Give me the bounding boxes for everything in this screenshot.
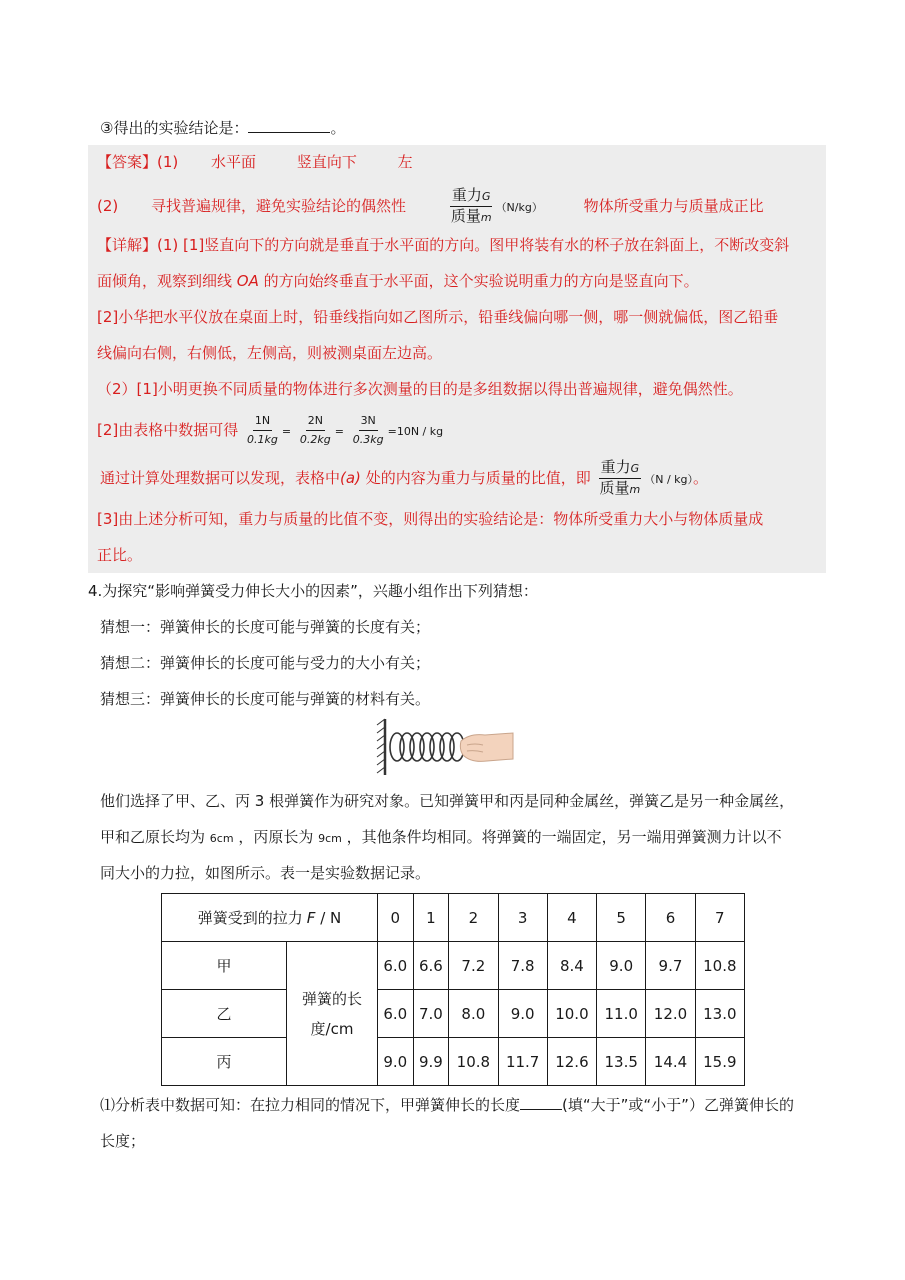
detail-line-3: [2]小华把水平仪放在桌面上时，铅垂线指向如乙图所示，铅垂线偏向哪一侧，哪一侧就偏低，图乙铅垂 bbox=[97, 308, 779, 326]
force-cell: 5 bbox=[597, 894, 646, 942]
table-cell: 9.7 bbox=[646, 942, 695, 990]
row-label: 甲 bbox=[162, 942, 287, 990]
table-cell: 10.8 bbox=[695, 942, 744, 990]
gravity-mass-fraction-2: $\frac{\text{重力G}}{\text{质量m}}$ bbox=[599, 458, 641, 497]
answer-blank[interactable] bbox=[520, 1109, 562, 1110]
spring-coil-icon bbox=[390, 733, 464, 761]
table-cell: 12.0 bbox=[646, 990, 695, 1038]
force-cell: 1 bbox=[413, 894, 449, 942]
force-cell: 4 bbox=[547, 894, 596, 942]
detail-line-1: 【详解】(1) [1]竖直向下的方向就是垂直于水平面的方向。图甲将装有水的杯子放在斜面上，不断改变斜 bbox=[97, 236, 790, 254]
force-cell: 6 bbox=[646, 894, 695, 942]
wall-icon bbox=[377, 719, 385, 775]
ratio-fraction-3: $\frac{3N}{0.3kg}$ bbox=[352, 414, 384, 446]
answer-label: 【答案】 bbox=[97, 153, 158, 171]
spring-data-table bbox=[161, 893, 745, 1086]
table-cell: 8.0 bbox=[449, 990, 498, 1038]
q3-conclusion: ③得出的实验结论是： 。 bbox=[100, 119, 346, 137]
table-header-row bbox=[162, 894, 745, 942]
table-cell: 15.9 bbox=[695, 1038, 744, 1086]
table-cell: 9.0 bbox=[498, 990, 547, 1038]
table-cell: 7.8 bbox=[498, 942, 547, 990]
detail-line-2: 面倾角，观察到细线 OA 的方向始终垂直于水平面，这个实验说明重力的方向是竖直向下。 bbox=[97, 272, 699, 290]
table-cell: 10.0 bbox=[547, 990, 596, 1038]
table-cell: 7.2 bbox=[449, 942, 498, 990]
force-cell: 0 bbox=[378, 894, 414, 942]
guess-3: 猜想三：弹簧伸长的长度可能与弹簧的材料有关。 bbox=[100, 690, 431, 708]
answer-line-2: (2) 寻找普遍规律，避免实验结论的偶然性 $\frac{\text{重力G}}{\text{质量m}}$ （N/kg） 物体所受重力与质量成正比 bbox=[97, 186, 764, 225]
table-cell: 11.0 bbox=[597, 990, 646, 1038]
answer-blank[interactable] bbox=[248, 132, 330, 133]
detail-line-5: （2）[1]小明更换不同质量的物体进行多次测量的目的是多组数据以得出普遍规律，避免偶然性。 bbox=[97, 380, 743, 398]
table-cell: 14.4 bbox=[646, 1038, 695, 1086]
table-cell: 13.0 bbox=[695, 990, 744, 1038]
detail-line-9: 正比。 bbox=[97, 546, 143, 564]
detail-line-6: [2]由表格中数据可得 $\frac{1N}{0.1kg}$ = $\frac{2N}{0.2kg}$ = $\frac{3N}{0.3kg}$ =10N / kg bbox=[97, 412, 443, 450]
gravity-mass-fraction: $\frac{\text{重力G}}{\text{质量m}}$ bbox=[450, 186, 492, 225]
table-cell: 8.4 bbox=[547, 942, 596, 990]
force-cell: 2 bbox=[449, 894, 498, 942]
sub-question-1-cont: 长度； bbox=[100, 1132, 146, 1150]
length-label: 弹簧的长 度/cm bbox=[287, 942, 378, 1086]
q4-para-3: 同大小的力拉，如图所示。表一是实验数据记录。 bbox=[100, 864, 431, 882]
table-cell: 7.0 bbox=[413, 990, 449, 1038]
table-cell: 11.7 bbox=[498, 1038, 547, 1086]
table-row bbox=[162, 1038, 745, 1086]
table-cell: 12.6 bbox=[547, 1038, 596, 1086]
force-cell: 7 bbox=[695, 894, 744, 942]
guess-1: 猜想一：弹簧伸长的长度可能与弹簧的长度有关； bbox=[100, 618, 431, 636]
table-row bbox=[162, 942, 745, 990]
row-label: 丙 bbox=[162, 1038, 287, 1086]
guess-2: 猜想二：弹簧伸长的长度可能与受力的大小有关； bbox=[100, 654, 431, 672]
table-cell: 6.6 bbox=[413, 942, 449, 990]
spring-figure bbox=[375, 715, 515, 779]
table-cell: 9.9 bbox=[413, 1038, 449, 1086]
detail-line-4: 线偏向右侧，右侧低，左侧高，则被测桌面左边高。 bbox=[97, 344, 443, 362]
header-force-label: 弹簧受到的拉力 F / N bbox=[162, 894, 378, 942]
ratio-fraction-2: $\frac{2N}{0.2kg}$ bbox=[299, 414, 331, 446]
hand-icon bbox=[460, 733, 513, 761]
row-label: 乙 bbox=[162, 990, 287, 1038]
answer-line-1: 【答案】(1) 水平面 竖直向下 左 bbox=[97, 153, 413, 171]
table-cell: 6.0 bbox=[378, 990, 414, 1038]
q4-para-2: 甲和乙原长均为 6cm ，丙原长为 9cm ，其他条件均相同。将弹簧的一端固定，另一端用弹簧测力计以不 bbox=[100, 828, 782, 846]
detail-line-7: 通过计算处理数据可以发现，表格中(a) 处的内容为重力与质量的比值，即 $\frac{\text{重力G}}{\text{质量m}}$ （N / kg）。 bbox=[100, 458, 709, 497]
table-cell: 9.0 bbox=[597, 942, 646, 990]
table-row bbox=[162, 990, 745, 1038]
ratio-result: =10N / kg bbox=[387, 425, 444, 438]
q4-title: 4.为探究“影响弹簧受力伸长大小的因素”，兴趣小组作出下列猜想： bbox=[88, 582, 538, 600]
ratio-fraction-1: $\frac{1N}{0.1kg}$ bbox=[247, 414, 278, 446]
table-cell: 6.0 bbox=[378, 942, 414, 990]
sub-question-1: ⑴分析表中数据可知：在拉力相同的情况下，甲弹簧伸长的长度 (填“大于”或“小于”）乙弹簧伸长的 bbox=[100, 1096, 794, 1114]
table-cell: 9.0 bbox=[378, 1038, 414, 1086]
q4-para-1: 他们选择了甲、乙、丙 3 根弹簧作为研究对象。已知弹簧甲和丙是同种金属丝，弹簧乙是另一种金属丝， bbox=[100, 792, 795, 810]
detail-line-8: [3]由上述分析可知，重力与质量的比值不变，则得出的实验结论是：物体所受重力大小与物体质量成 bbox=[97, 510, 764, 528]
table-cell: 13.5 bbox=[597, 1038, 646, 1086]
force-cell: 3 bbox=[498, 894, 547, 942]
table-cell: 10.8 bbox=[449, 1038, 498, 1086]
